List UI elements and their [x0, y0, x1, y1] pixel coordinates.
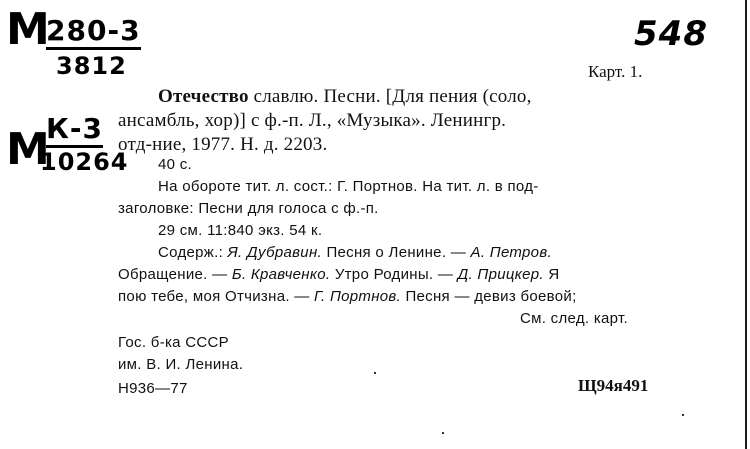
contents-line-1	[158, 244, 552, 261]
contents-author-4: Д. Прицкер.	[457, 266, 544, 283]
entry-title: Отечество	[158, 86, 249, 107]
entry-line-3: отд-ние, 1977. Н. д. 2203.	[118, 134, 328, 155]
contents-label: Содерж.:	[158, 244, 224, 261]
contents-author-5: Г. Портнов.	[314, 288, 401, 305]
contents-author-1: Я. Дубравин.	[227, 244, 322, 261]
contents-title-3: Утро Родины. —	[334, 266, 454, 283]
call-code-top: 280-3	[46, 14, 141, 50]
card-label: Карт. 1.	[588, 62, 643, 81]
contents-title-6: Песня — девиз боевой;	[405, 288, 577, 305]
entry-line-2: ансамбль, хор)] с ф.-п. Л., «Музыка». Ленингр.	[118, 110, 507, 131]
call-letter-lower: М	[6, 124, 51, 175]
card-edge	[745, 0, 747, 449]
call-letter-top: М	[6, 4, 51, 55]
entry-note-2: заголовке: Песни для голоса с ф.-п.	[118, 200, 379, 217]
contents-title-1: Песня о Ленине. —	[326, 244, 467, 261]
scan-speck	[682, 414, 684, 416]
contents-author-3: Б. Кравченко.	[231, 266, 331, 283]
library-line-1: Гос. б-ка СССР	[118, 334, 229, 351]
call-number-top: 3812	[56, 52, 127, 80]
call-number-lower: 10264	[40, 148, 129, 176]
contents-author-2: А. Петров.	[470, 244, 552, 261]
entry-title-line	[158, 86, 532, 108]
scan-speck	[374, 372, 376, 374]
library-line-2: им. В. И. Ленина.	[118, 356, 244, 373]
contents-line-3	[118, 288, 577, 305]
call-code-lower: К-3	[46, 112, 103, 148]
contents-title-2: Обращение. —	[118, 266, 228, 283]
entry-pages: 40 с.	[158, 156, 193, 173]
handwritten-number: 548	[634, 14, 708, 54]
contents-line-2	[118, 266, 560, 283]
library-line-3: Н936—77	[118, 380, 188, 397]
continued-note: См. след. карт.	[520, 310, 628, 327]
entry-note-1: На обороте тит. л. сост.: Г. Портнов. На тит. л. в под-	[158, 178, 539, 195]
contents-title-4: Я	[548, 266, 560, 283]
scan-speck	[442, 432, 444, 434]
classification-code: Щ94я491	[578, 376, 649, 395]
entry-title-rest: славлю. Песни. [Для пения (соло,	[253, 86, 532, 107]
contents-title-5: пою тебе, моя Отчизна. —	[118, 288, 310, 305]
entry-physical: 29 см. 11:840 экз. 54 к.	[158, 222, 323, 239]
